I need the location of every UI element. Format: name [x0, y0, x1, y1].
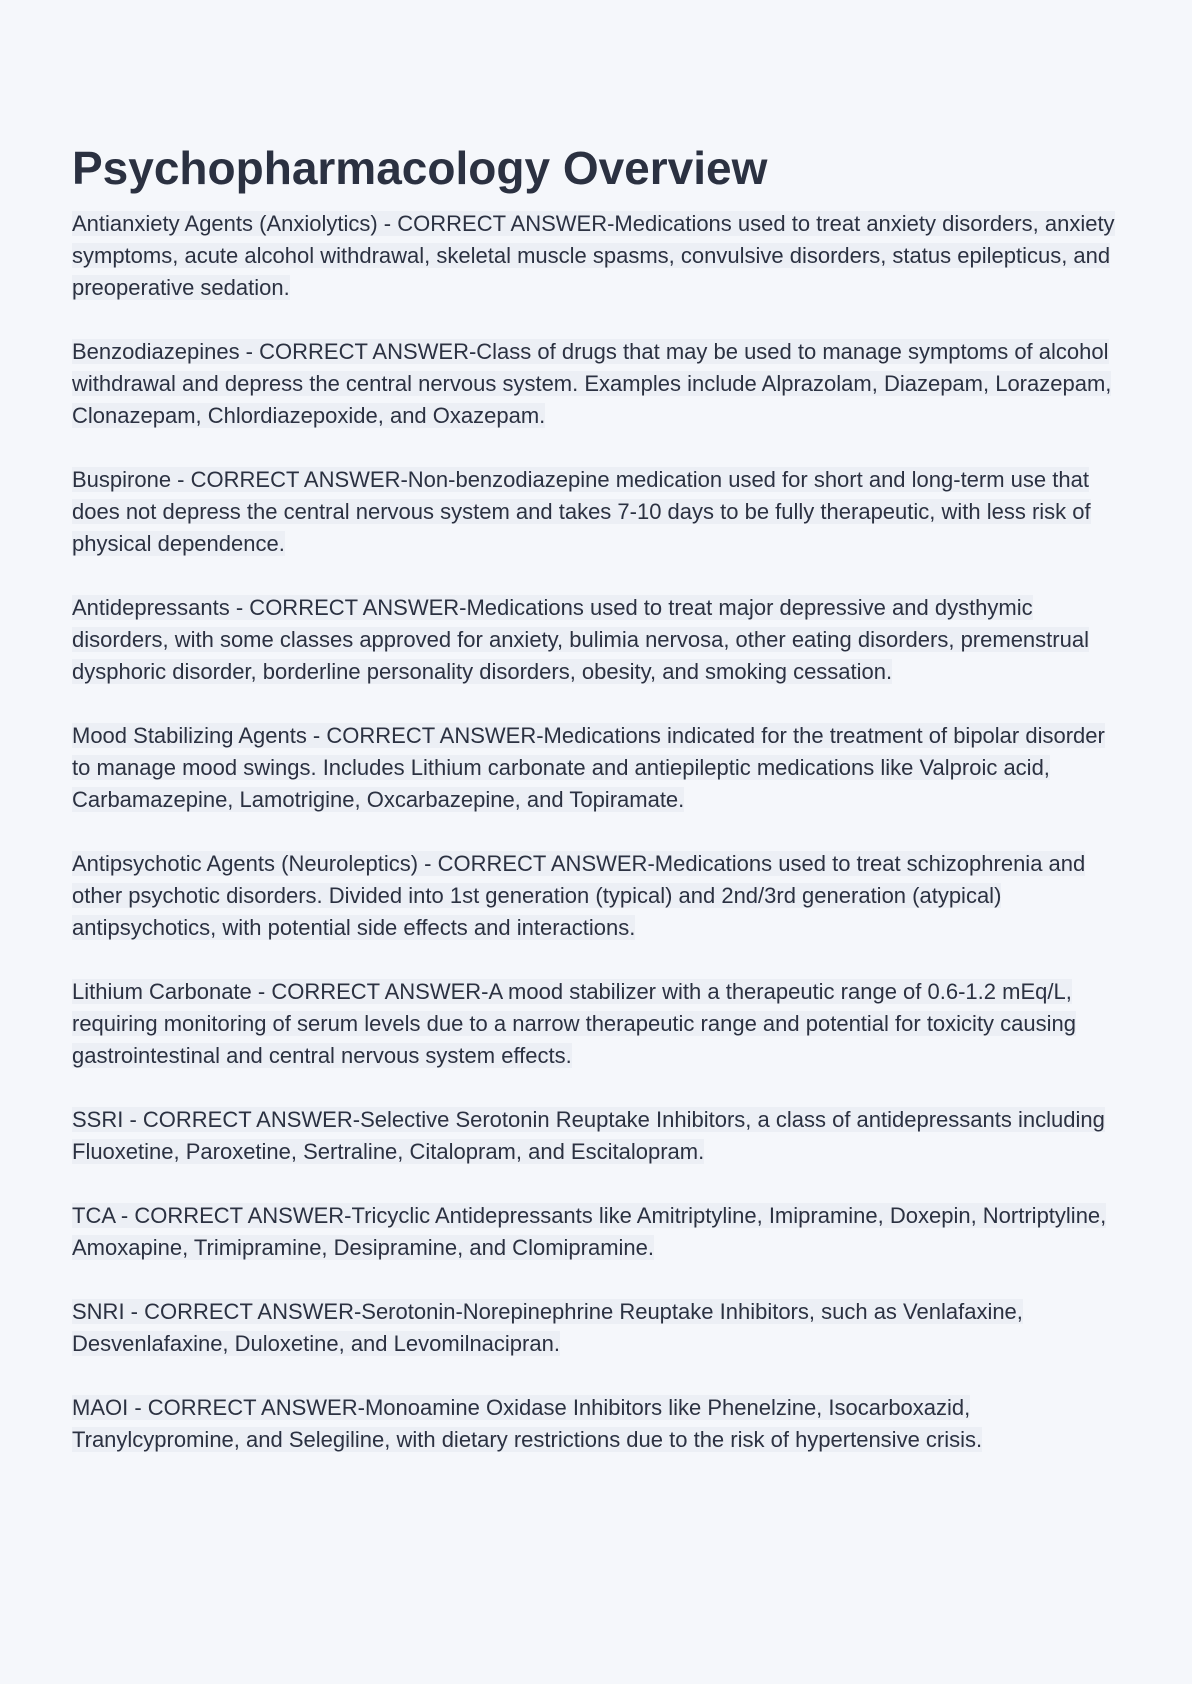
entry-tca [72, 1200, 1120, 1264]
entry-snri [72, 1296, 1120, 1360]
entry-text: Antipsychotic Agents (Neuroleptics) - CORRECT ANSWER-Medications used to treat schizophrenia and other psychotic disorders. Divided into 1st generation (typical) and 2nd/3rd generation (atypical) antipsychotics, with potential side effects and interactions. [72, 851, 1086, 940]
entry-text: Antianxiety Agents (Anxiolytics) - CORRECT ANSWER-Medications used to treat anxiety disorders, anxiety symptoms, acute alcohol withdrawal, skeletal muscle spasms, convulsive disorders, status epilepticus, and preoperative sedation. [72, 211, 1115, 300]
entry-text: MAOI - CORRECT ANSWER-Monoamine Oxidase Inhibitors like Phenelzine, Isocarboxazid, Tranylcypromine, and Selegiline, with dietary restrictions due to the risk of hypertensive crisis. [72, 1395, 983, 1452]
entry-text: Buspirone - CORRECT ANSWER-Non-benzodiazepine medication used for short and long-term use that does not depress the central nervous system and takes 7-10 days to be fully therapeutic, with less risk of physical dependence. [72, 467, 1091, 556]
page-title: Psychopharmacology Overview [72, 142, 768, 194]
entry-text: TCA - CORRECT ANSWER-Tricyclic Antidepressants like Amitriptyline, Imipramine, Doxepin, Nortriptyline, Amoxapine, Trimipramine, Desipramine, and Clomipramine. [72, 1203, 1107, 1260]
entry-text: SNRI - CORRECT ANSWER-Serotonin-Norepinephrine Reuptake Inhibitors, such as Venlafaxine, Desvenlafaxine, Duloxetine, and Levomilnacipran. [72, 1299, 1023, 1356]
entry-lithium-carbonate [72, 976, 1120, 1072]
entry-text: Mood Stabilizing Agents - CORRECT ANSWER-Medications indicated for the treatment of bipolar disorder to manage mood swings. Includes Lithium carbonate and antiepileptic medications like Valproic acid, Carbamazepine, Lamotrigine, Oxcarbazepine, and Topiramate. [72, 723, 1105, 812]
entry-text: SSRI - CORRECT ANSWER-Selective Serotonin Reuptake Inhibitors, a class of antidepressants including Fluoxetine, Paroxetine, Sertraline, Citalopram, and Escitalopram. [72, 1107, 1105, 1164]
entry-antidepressants [72, 592, 1120, 688]
entry-mood-stabilizing-agents [72, 720, 1120, 816]
entry-ssri [72, 1104, 1120, 1168]
entry-text: Antidepressants - CORRECT ANSWER-Medications used to treat major depressive and dysthymic disorders, with some classes approved for anxiety, bulimia nervosa, other eating disorders, premenstrual dysphoric disorder, borderline personality disorders, obesity, and smoking cessation. [72, 595, 1089, 684]
entry-text: Lithium Carbonate - CORRECT ANSWER-A mood stabilizer with a therapeutic range of 0.6-1.2 mEq/L, requiring monitoring of serum levels due to a narrow therapeutic range and potential for toxicity causing gastrointestinal and central nervous system effects. [72, 979, 1076, 1068]
entry-benzodiazepines [72, 336, 1120, 432]
entry-antipsychotic-agents [72, 848, 1120, 944]
entry-buspirone [72, 464, 1120, 560]
entry-antianxiety-agents [72, 208, 1120, 304]
entry-maoi [72, 1392, 1120, 1456]
entry-text: Benzodiazepines - CORRECT ANSWER-Class of drugs that may be used to manage symptoms of alcohol withdrawal and depress the central nervous system. Examples include Alprazolam, Diazepam, Lorazepam, Clonazepam, Chlordiazepoxide, and Oxazepam. [72, 339, 1112, 428]
